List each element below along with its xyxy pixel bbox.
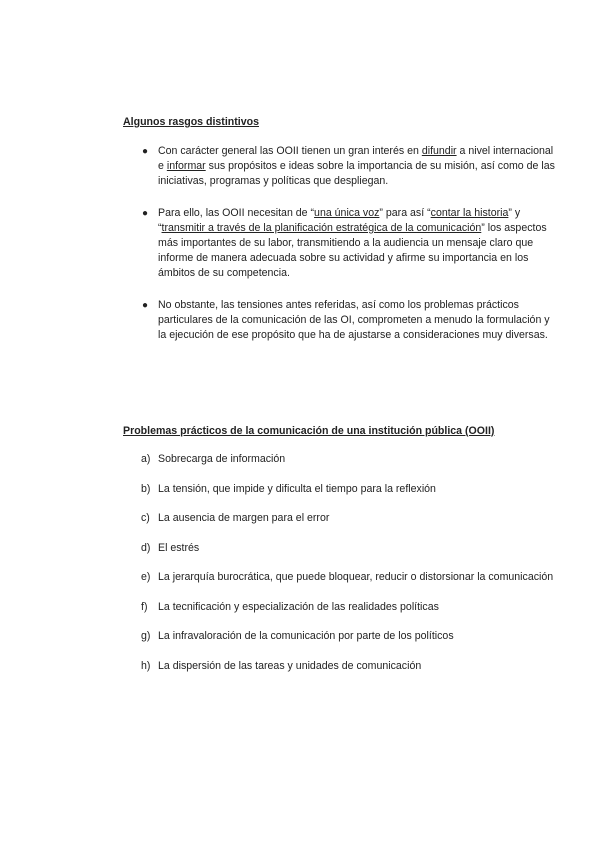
list-item: [141, 511, 558, 526]
list-marker: f): [141, 600, 148, 613]
list-marker: c): [141, 512, 150, 524]
list-item-text: La jerarquía burocrática, que puede bloquear, reducir o distorsionar la comunicación: [158, 571, 554, 583]
text-run: ” los aspectos más importantes de su labor, transmitiendo a la audiencia un mensaje claro que informe de manera adecuada sobre su actividad y afirme su importancia en los ámbitos de su competencia.: [158, 222, 547, 279]
list-item-text: La infravaloración de la comunicación por parte de los políticos: [158, 630, 454, 642]
problems-list: [141, 452, 558, 688]
text-run: a nivel internacional e: [158, 145, 554, 172]
list-item: [141, 659, 558, 674]
list-marker: g): [141, 630, 151, 642]
list-marker: b): [141, 482, 151, 495]
text-run: No obstante, las tensiones antes referidas, así como los problemas prácticos particulares de la comunicación de las OI, comprometen a menudo la formulación y la ejecución de ese propósito que ha de ajustarse a consideraciones muy diversas.: [158, 299, 550, 341]
list-item: [142, 206, 558, 281]
list-item-text: El estrés: [158, 541, 200, 554]
underlined-term: difundir: [421, 145, 457, 157]
list-marker: e): [141, 571, 151, 583]
list-item-text: La ausencia de margen para el error: [158, 512, 330, 524]
section-heading-problemas: Problemas prácticos de la comunicación de una institución pública (OOII): [123, 425, 495, 437]
text-run: ” y “: [158, 207, 521, 234]
list-item: [142, 298, 558, 343]
underlined-term: informar: [166, 160, 206, 172]
text-run: Con carácter general las OOII tienen un gran interés en: [158, 145, 422, 157]
list-item: [141, 600, 558, 615]
list-item: [141, 452, 558, 467]
list-item-text: Sobrecarga de información: [158, 453, 286, 465]
list-marker: a): [141, 453, 151, 465]
list-item-text: La tecnificación y especialización de las realidades políticas: [158, 600, 439, 613]
bullet-list: [142, 144, 558, 360]
section-heading-rasgos: Algunos rasgos distintivos: [123, 116, 259, 128]
underlined-term: una única voz: [314, 207, 380, 219]
bullet-icon: ●: [142, 146, 149, 157]
list-item: [141, 570, 558, 585]
bullet-icon: ●: [142, 300, 149, 311]
list-item: [141, 482, 558, 497]
list-item-text: La dispersión de las tareas y unidades de comunicación: [158, 659, 422, 672]
text-run: sus propósitos e ideas sobre la importancia de su misión, así como de las iniciativas, programas y políticas que despliegan.: [158, 160, 555, 187]
underlined-term: transmitir a través de la planificación estratégica de la comunicación: [161, 222, 482, 234]
underlined-term: contar la historia: [430, 207, 509, 219]
text-run: ” para así “: [379, 207, 431, 219]
list-item: [141, 541, 558, 556]
text-run: Para ello, las OOII necesitan de “: [158, 207, 315, 219]
list-marker: d): [141, 541, 151, 554]
list-item: [142, 144, 558, 189]
list-marker: h): [141, 659, 151, 672]
list-item-text: La tensión, que impide y dificulta el tiempo para la reflexión: [158, 482, 436, 495]
list-item: [141, 629, 558, 644]
bullet-icon: ●: [142, 208, 149, 219]
